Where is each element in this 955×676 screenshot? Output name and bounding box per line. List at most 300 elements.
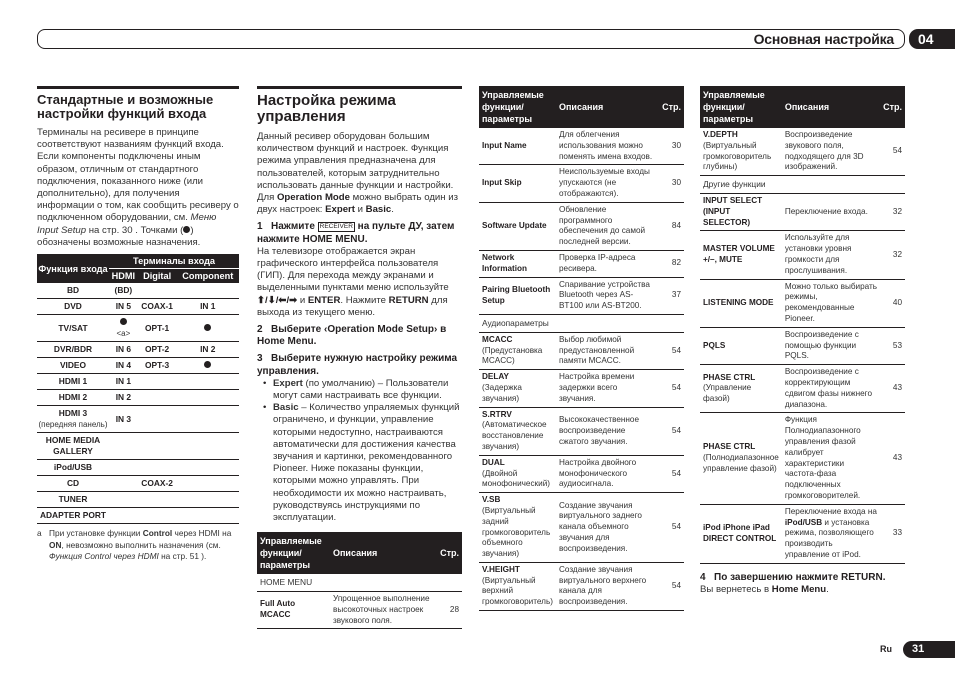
return-key-label: RETURN <box>388 294 429 306</box>
description-text: Переключение входа. <box>784 206 868 216</box>
description-text: Используйте для установки уровня громкости для прослушивания. <box>784 233 852 275</box>
column-input-functions <box>37 86 239 563</box>
function-name: VIDEO <box>59 360 87 371</box>
function-name: iPod/USB <box>53 462 93 473</box>
terminal-value: OPT-2 <box>145 344 170 355</box>
section-title-input-functions: Стандартные и возможные настройки функций входа <box>37 92 214 121</box>
function-subtitle: (Задержка звучания) <box>482 382 522 403</box>
cell-page: 54 <box>659 407 684 455</box>
function-name: V.SB <box>482 495 501 505</box>
cell-hdmi <box>109 460 138 476</box>
cell-component <box>177 460 240 476</box>
terminal-value: COAX-2 <box>141 478 173 489</box>
cell-digital <box>138 433 177 460</box>
cell-digital <box>138 299 177 315</box>
cell-description <box>556 165 659 202</box>
function-subtitle: (Автоматическое восстановление звучания) <box>482 420 547 451</box>
column-function-table-b <box>479 86 684 611</box>
cell-page: 54 <box>659 332 684 369</box>
group-label: Аудиопараметры <box>479 314 684 332</box>
bold-operation-mode: Operation Mode <box>276 192 350 204</box>
step-2 <box>257 324 462 348</box>
cell-function <box>700 231 782 279</box>
function-name: Full Auto MCACC <box>260 599 296 620</box>
cell-hdmi <box>109 374 138 390</box>
cell-component <box>177 299 240 315</box>
cell-function <box>37 390 109 406</box>
cell-function <box>700 128 782 176</box>
table-row <box>37 433 239 460</box>
col-header-hdmi: HDMI <box>109 269 138 284</box>
cell-description <box>556 493 659 563</box>
cell-component <box>177 374 240 390</box>
step-body-text: и <box>297 294 308 306</box>
function-subtitle: (Виртуальный верхний громкоговоритель) <box>482 575 553 607</box>
cell-component <box>177 406 240 433</box>
terminal-value: IN 4 <box>115 360 132 371</box>
bold-expert: Expert <box>325 204 355 216</box>
table-row <box>37 406 239 433</box>
cell-function <box>700 365 782 413</box>
terminal-value: (BD) <box>114 285 133 296</box>
col-header-description: Описания <box>782 86 880 128</box>
cell-page: 32 <box>880 193 905 230</box>
mode-options-list <box>263 378 462 524</box>
cell-description <box>556 250 659 277</box>
cell-description <box>782 193 880 230</box>
function-name: MASTER VOLUME +/–, MUTE <box>703 244 775 264</box>
cell-function <box>37 283 109 299</box>
function-name: V.HEIGHT <box>482 564 520 574</box>
footnote-text: на стр. 51 ). <box>158 551 207 562</box>
footnote-mark: a <box>37 528 42 539</box>
intro-text: . <box>391 204 394 216</box>
terminal-value: IN 3 <box>115 413 132 424</box>
step-4-body <box>700 584 905 596</box>
cell-page: 54 <box>659 562 684 610</box>
cell-description <box>556 202 659 250</box>
cell-page: 32 <box>880 231 905 279</box>
option-basic-label: Basic <box>273 402 299 414</box>
step-text: Нажмите <box>271 221 318 233</box>
cell-page: 54 <box>659 493 684 563</box>
function-name: HDMI 3 <box>58 408 88 419</box>
cell-hdmi <box>109 406 138 433</box>
step-1-body <box>257 246 462 319</box>
cell-page: 53 <box>880 327 905 364</box>
table-row <box>37 492 239 508</box>
footnote-a <box>37 528 239 563</box>
cell-page: 43 <box>880 365 905 413</box>
table-row <box>479 370 684 407</box>
cell-hdmi <box>109 492 138 508</box>
cell-function <box>37 315 109 342</box>
col-header-component: Component <box>177 269 240 284</box>
table-row <box>700 413 905 504</box>
cell-digital <box>138 460 177 476</box>
footnote-text: При установке функции <box>49 528 143 539</box>
table-row <box>700 231 905 279</box>
table-row <box>37 508 239 524</box>
cell-description <box>782 504 880 563</box>
cell-description <box>556 128 659 165</box>
cell-function <box>37 508 109 524</box>
table-row <box>479 165 684 202</box>
table-row <box>700 128 905 176</box>
cell-description <box>782 279 880 327</box>
receiver-key-icon: RECEIVER <box>319 223 353 231</box>
function-name: HOME MEDIA GALLERY <box>45 435 101 457</box>
cell-digital <box>138 342 177 358</box>
function-subtitle: (Предустановка MCACC) <box>482 345 543 366</box>
col-header-function: Функция входа <box>37 254 109 283</box>
cell-function <box>37 433 109 460</box>
function-name: S.RTRV <box>482 409 512 419</box>
step-text: Выберите ‹Operation Mode Setup› в Home Menu. <box>257 324 447 348</box>
section-rule <box>37 86 239 89</box>
terminal-value: IN 6 <box>115 344 132 355</box>
intro-text: Данный ресивер оборудован большим количеством функций и настроек. Функция режима управления предназначена для пользователей, которым затруднительно использовать данные функции и настройки. Для <box>257 131 454 204</box>
description-text: Создание звучания виртуального заднего канала объемного звучания для воспроизведения. <box>558 500 642 553</box>
function-name: DVD <box>64 301 82 312</box>
cell-function <box>700 327 782 364</box>
cell-function <box>479 562 556 610</box>
cell-function <box>37 374 109 390</box>
chapter-title: Основная настройка <box>753 31 894 47</box>
table-row <box>700 365 905 413</box>
description-text: Можно только выбирать режимы, рекомендованные Pioneer. <box>784 281 878 323</box>
option-expert-label: Expert <box>273 377 303 389</box>
function-name: CD <box>66 478 80 489</box>
table-row <box>37 374 239 390</box>
dot-icon <box>120 318 127 325</box>
cell-function <box>37 492 109 508</box>
table-row <box>37 476 239 492</box>
cell-function <box>479 128 556 165</box>
cell-function <box>37 406 109 433</box>
function-name: Network Information <box>482 252 528 273</box>
cell-description <box>556 370 659 407</box>
table-row <box>479 562 684 610</box>
footnote-link-hdmi-control[interactable]: Функция Control через HDMI <box>49 551 159 562</box>
col-header-function: Управляемые функции/ параметры <box>700 86 782 128</box>
intro-text: и <box>354 204 366 216</box>
cell-description <box>556 332 659 369</box>
footnote-bold-control: Control <box>142 528 173 539</box>
cell-description <box>782 128 880 176</box>
cell-function <box>37 299 109 315</box>
cell-description <box>556 277 659 314</box>
table-row <box>479 407 684 455</box>
cell-function <box>700 413 782 504</box>
cell-component <box>177 492 240 508</box>
table-row <box>700 327 905 364</box>
cell-hdmi <box>109 390 138 406</box>
step-number: 4 <box>700 571 706 583</box>
cell-hdmi <box>109 358 138 374</box>
description-text: Высококачественное воспроизведение сжатого звучания. <box>558 414 640 446</box>
cell-function <box>479 407 556 455</box>
terminal-value: IN 2 <box>115 392 132 403</box>
cell-hdmi <box>109 299 138 315</box>
cell-function <box>37 476 109 492</box>
group-row <box>479 314 684 332</box>
step-4 <box>700 572 905 584</box>
function-name: Input Skip <box>482 178 522 188</box>
cell-description <box>330 592 437 629</box>
description-text: Обновление программного обеспечения до самой последней версии. <box>558 204 646 247</box>
cell-component <box>177 283 240 299</box>
description-text: Воспроизведение с помощью функции PQLS. <box>784 329 859 361</box>
enter-key-label: ENTER <box>307 294 341 306</box>
step-1 <box>257 221 462 245</box>
table-row <box>700 504 905 563</box>
table-row <box>479 128 684 165</box>
cell-component <box>177 508 240 524</box>
bold-basic: Basic <box>365 204 392 216</box>
function-name: TUNER <box>58 494 88 505</box>
terminal-value: OPT-3 <box>145 360 170 371</box>
cell-page: 30 <box>659 128 684 165</box>
cell-digital <box>138 358 177 374</box>
option-text: (по умолчанию) – Пользователи могут сами настраивать все функции. <box>273 377 449 402</box>
function-name: DUAL <box>482 457 505 467</box>
footnote-bold-on: ON <box>49 539 62 550</box>
table-row <box>37 342 239 358</box>
step-body-text: Вы вернетесь в <box>700 583 772 595</box>
function-name: ADAPTER PORT <box>39 510 107 521</box>
function-name: V.DEPTH <box>703 130 738 139</box>
description-text: Создание звучания виртуального верхнего канала для воспроизведения. <box>558 564 647 607</box>
function-name: TV/SAT <box>58 322 88 333</box>
description-text: Упрощенное выполнение высокоточных настроек звукового поля. <box>333 594 430 625</box>
function-name: MCACC <box>482 334 513 344</box>
column-function-table-c <box>700 86 905 596</box>
col-header-description: Описания <box>330 532 437 574</box>
col-header-description: Описания <box>556 86 659 128</box>
bold-home-menu: Home Menu <box>771 583 827 595</box>
function-name: PHASE CTRL <box>703 442 756 452</box>
description-text: Воспроизведение звукового поля, подходящего для 3D изображений. <box>784 130 864 172</box>
description-text: Функция Полнодиапазонного управления фазой калибрует характеристики частота-фаза подключенных громкоговорителей. <box>784 415 861 500</box>
description-bold: iPod/USB <box>784 517 823 527</box>
table-row <box>37 358 239 374</box>
description-text: Настройка двойного монофонического аудиосигнала. <box>558 457 637 489</box>
col-header-page: Стр. <box>659 86 684 128</box>
cell-function <box>479 165 556 202</box>
cell-page: 43 <box>880 413 905 504</box>
function-name: LISTENING MODE <box>703 297 774 307</box>
cell-digital <box>138 492 177 508</box>
section-title-operation-mode: Настройка режима управления <box>257 92 396 125</box>
cell-component <box>177 390 240 406</box>
cell-function <box>37 358 109 374</box>
column-operation-mode <box>257 86 462 629</box>
function-subtitle: (Управление фазой) <box>703 383 752 404</box>
cell-digital <box>138 508 177 524</box>
table-row <box>37 283 239 299</box>
table-row <box>479 277 684 314</box>
section-intro <box>37 127 239 249</box>
dot-icon <box>204 324 211 331</box>
page-number-tab: 31 <box>903 641 955 658</box>
cell-digital <box>138 374 177 390</box>
cell-page: 82 <box>659 250 684 277</box>
cell-digital <box>138 315 177 342</box>
function-name: BD <box>66 285 80 296</box>
cell-function <box>479 370 556 407</box>
intro-text-mid: на стр. 30 . Точками ( <box>86 224 184 236</box>
function-subtitle: (Виртуальный громкоговоритель глубины) <box>703 140 772 172</box>
step-number: 1 <box>257 221 263 233</box>
cell-function <box>257 592 330 629</box>
table-row <box>37 390 239 406</box>
intro-text: можно выбрать один из двух настроек: <box>257 192 459 216</box>
group-label: HOME MENU <box>257 574 462 591</box>
step-number: 2 <box>257 324 263 336</box>
cell-page: 54 <box>659 455 684 492</box>
cell-digital <box>138 283 177 299</box>
terminal-value: IN 2 <box>200 344 216 355</box>
table-row <box>700 279 905 327</box>
dot-icon <box>204 361 211 368</box>
input-terminals-table <box>37 254 239 524</box>
cell-page: 30 <box>659 165 684 202</box>
cell-function <box>700 193 782 230</box>
terminal-value: IN 5 <box>115 301 132 312</box>
step-body-text: На телевизоре отображается экран графического интерфейса пользователя (ГИП). Для перехода между экранами и выделенными пунктами меню используйте <box>257 245 449 294</box>
function-name: DELAY <box>482 372 509 382</box>
cell-page: 54 <box>659 370 684 407</box>
footnote-ref: <a> <box>116 329 131 339</box>
table-row <box>37 460 239 476</box>
cell-hdmi <box>109 508 138 524</box>
terminal-value: COAX-1 <box>141 301 173 312</box>
col-header-digital: Digital <box>138 269 177 284</box>
description-text: Переключение входа на <box>784 506 877 516</box>
footnote-text: через HDMI на <box>172 528 232 539</box>
cell-description <box>556 455 659 492</box>
cell-hdmi <box>109 476 138 492</box>
cell-description <box>782 231 880 279</box>
table-row <box>479 493 684 563</box>
col-header-page: Стр. <box>880 86 905 128</box>
cell-hdmi <box>109 315 138 342</box>
description-text: и установка режима, позволяющего производить управление от iPod. <box>784 517 874 559</box>
cell-page: 37 <box>659 277 684 314</box>
cell-page: 33 <box>880 504 905 563</box>
step-3 <box>257 353 462 377</box>
function-name: Input Name <box>482 140 527 150</box>
description-text: Воспроизведение с корректирующим сдвигом фазы нижнего диапазона. <box>784 367 873 409</box>
function-subtitle: (Полнодиапазонное управление фазой) <box>703 453 779 473</box>
option-text: – Количество упраляемых функций ограничено, и функции, управление которыми недоступно, настраиваются автоматически для достижения качества звучания и картинки, рекомендованного Pioneer. Ниже показаны функции, которыми можно управлять. При необходимости их можно настраивать, руководствуясь инструкциями по эксплуатации. <box>273 402 460 524</box>
cell-description <box>782 327 880 364</box>
language-code: Ru <box>880 644 892 654</box>
function-name: iPod iPhone iPad DIRECT CONTROL <box>703 522 777 543</box>
cell-function <box>700 279 782 327</box>
section-rule <box>257 86 462 89</box>
intro-text: Терминалы на ресивере в принципе соответствуют названиям функций входа. Если компоненты подключены иным образом, отличным от стандартного подключения, показанного ниже (или дополнительно), для получения информации о том, как сообщить ресиверу о подключенном оборудовании, см. <box>37 127 239 224</box>
cell-function <box>479 332 556 369</box>
cell-digital <box>138 390 177 406</box>
description-text: Настройка времени задержки всего звучания. <box>558 372 635 403</box>
step-number: 3 <box>257 353 263 365</box>
cell-component <box>177 358 240 374</box>
table-row <box>37 315 239 342</box>
list-item-basic <box>263 402 462 524</box>
description-text: Спаривание устройства Bluetooth через AS-BT100 или AS-BT200. <box>558 279 650 311</box>
cell-component <box>177 433 240 460</box>
arrow-keys-icon: ⬆/⬇/⬅/➡ <box>257 294 298 306</box>
chapter-header <box>37 29 905 49</box>
step-text: По завершению нажмите RETURN. <box>714 571 886 583</box>
description-text: Неиспользуемые входы упускаются (не отображаются). <box>558 167 650 198</box>
step-text: на пульте ДУ, затем нажмите HOME MENU. <box>257 221 455 245</box>
cell-digital <box>138 406 177 433</box>
table-row <box>257 592 462 629</box>
group-row <box>700 176 905 194</box>
table-row <box>37 299 239 315</box>
function-name: HDMI 2 <box>58 392 88 403</box>
operation-mode-intro <box>257 131 462 216</box>
cell-component <box>177 476 240 492</box>
cell-function <box>479 250 556 277</box>
cell-component <box>177 315 240 342</box>
footnote-text: , невозможно выполнить назначения (см. <box>61 539 221 550</box>
cell-description <box>782 413 880 504</box>
cell-description <box>556 407 659 455</box>
cell-function <box>37 342 109 358</box>
cell-page: 84 <box>659 202 684 250</box>
function-name: Pairing Bluetooth Setup <box>482 284 551 305</box>
cell-function <box>37 460 109 476</box>
terminal-value: OPT-1 <box>145 322 170 333</box>
function-name: PQLS <box>703 340 726 350</box>
function-note: (передняя панель) <box>38 420 108 430</box>
description-text: Проверка IP-адреса ресивера. <box>558 252 636 273</box>
cell-function <box>479 493 556 563</box>
table-row <box>479 202 684 250</box>
step-body-text: для выхода из текущего меню. <box>257 294 448 318</box>
description-text: Для облегчения использования можно поменять имена входов. <box>558 130 653 161</box>
col-header-page: Стр. <box>437 532 462 574</box>
chapter-number-tab: 04 <box>909 29 955 49</box>
cell-function <box>479 277 556 314</box>
cell-hdmi <box>109 342 138 358</box>
function-name: HDMI 1 <box>58 376 88 387</box>
cell-function <box>479 455 556 492</box>
function-name: PHASE CTRL <box>703 372 756 382</box>
cell-hdmi <box>109 283 138 299</box>
terminal-value: IN 1 <box>200 301 216 312</box>
cell-description <box>782 365 880 413</box>
cell-component <box>177 342 240 358</box>
col-header-function: Управляемые функции/ параметры <box>479 86 556 128</box>
function-name: Software Update <box>482 220 547 230</box>
group-row <box>257 574 462 591</box>
function-subtitle: (Виртуальный задний громкоговоритель объемного звучания) <box>482 505 551 559</box>
terminal-value: IN 1 <box>115 376 132 387</box>
intro-text-end: ) обозначены возможные назначения. <box>37 224 201 248</box>
function-subtitle: (Двойной монофонический) <box>482 468 551 489</box>
list-item-expert <box>263 378 462 402</box>
table-row <box>479 332 684 369</box>
step-body-text: . <box>826 583 829 595</box>
input-setup-link[interactable]: Меню Input Setup <box>37 212 217 236</box>
step-body-text: . Нажмите <box>340 294 389 306</box>
group-label: Другие функции <box>700 176 905 194</box>
